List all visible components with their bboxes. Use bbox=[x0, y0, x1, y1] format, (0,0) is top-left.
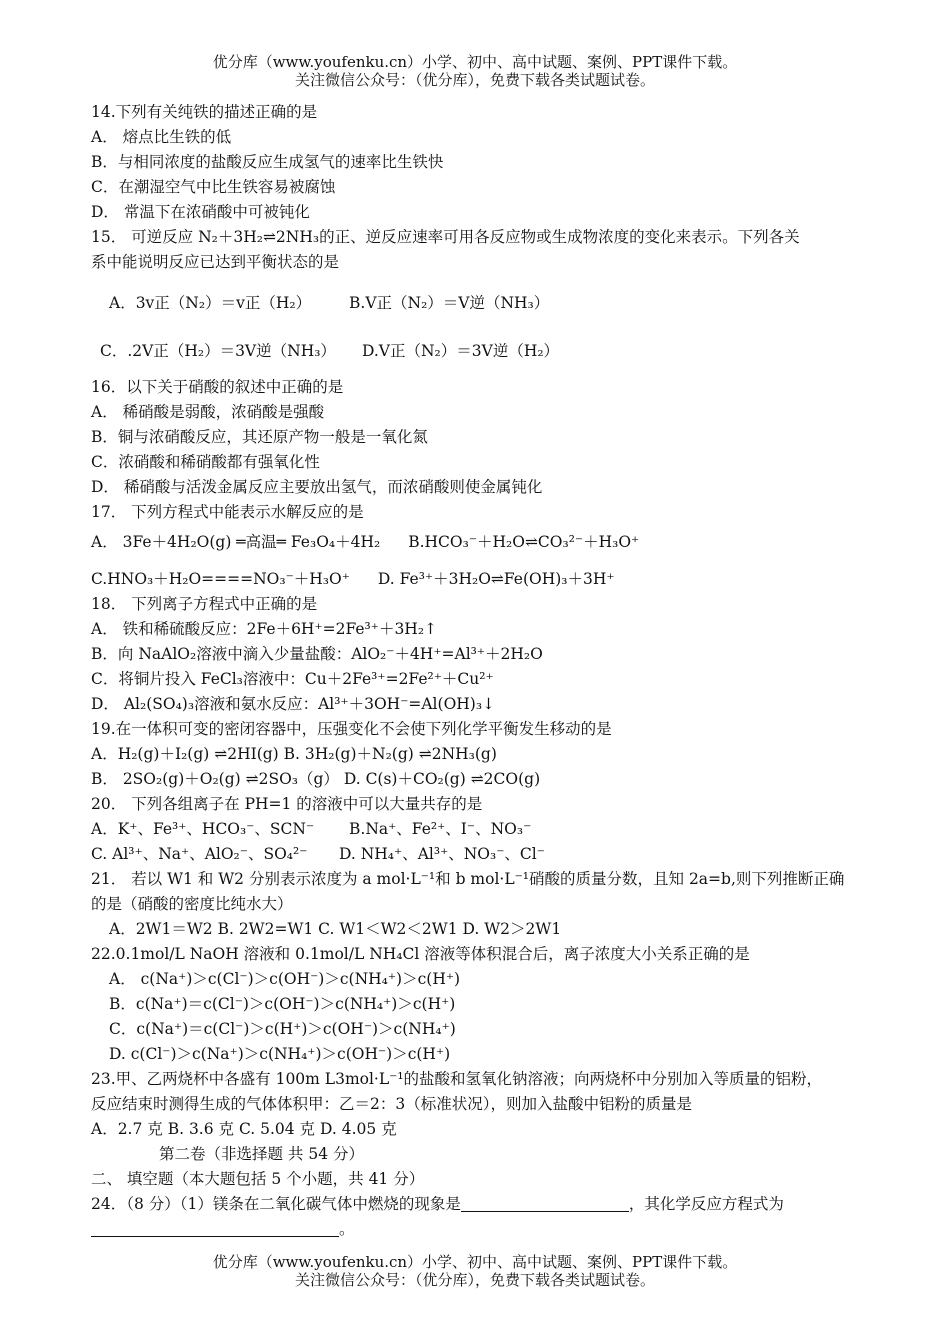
q16-option-b: B．铜与浓硝酸反应，其还原产物一般是一氧化氮 bbox=[91, 428, 428, 446]
q17-options-ab bbox=[91, 525, 871, 559]
q20-option-b: B.Na⁺、Fe²⁺、I⁻、NO₃⁻ bbox=[349, 820, 532, 838]
exam-body bbox=[91, 100, 871, 1242]
q19-stem: 19.在一体积可变的密闭容器中，压强变化不会使下列化学平衡发生移动的是 bbox=[91, 720, 612, 738]
q18-option-d: D． Al₂(SO₄)₃溶液和氨水反应：Al³⁺＋3OH⁻=Al(OH)₃↓ bbox=[91, 695, 496, 713]
q22-option-b: B．c(Na⁺)＝c(Cl⁻)＞c(OH⁻)＞c(NH₄⁺)＞c(H⁺) bbox=[109, 995, 456, 1013]
q23-stem-1: 23.甲、乙两烧杯中各盛有 100m L3mol·L⁻¹的盐酸和氢氧化钠溶液；向两烧杯中分别加入等质量的铝粉， bbox=[91, 1070, 823, 1088]
q17-options-cd bbox=[91, 567, 871, 592]
q16-option-a: A． 稀硝酸是弱酸，浓硝酸是强酸 bbox=[91, 403, 325, 421]
q20-stem: 20． 下列各组离子在 PH=1 的溶液中可以大量共存的是 bbox=[91, 795, 483, 813]
q16-option-d: D． 稀硝酸与活泼金属反应主要放出氢气，而浓硝酸则使金属钝化 bbox=[91, 478, 543, 496]
page-header bbox=[0, 53, 950, 89]
q16-stem: 16．以下关于硝酸的叙述中正确的是 bbox=[91, 378, 344, 396]
part2-section-heading: 二、 填空题（本大题包括 5 个小题，共 41 分） bbox=[91, 1170, 425, 1188]
q18-stem: 18． 下列离子方程式中正确的是 bbox=[91, 595, 318, 613]
q24-text-1: 24．（8 分）（1）镁条在二氧化碳气体中燃烧的现象是 bbox=[91, 1195, 461, 1213]
q20-options-cd bbox=[91, 842, 871, 867]
q19-options-cd: B． 2SO₂(g)＋O₂(g) ⇌2SO₃（g） D. C(s)＋CO₂(g) ⇌2CO(g) bbox=[91, 770, 541, 788]
q14-option-b: B．与相同浓度的盐酸反应生成氢气的速率比生铁快 bbox=[91, 153, 444, 171]
q24-blank-1[interactable] bbox=[461, 1195, 629, 1212]
header-line-1: 优分库（www.youfenku.cn）小学、初中、高中试题、案例、PPT课件下载。 bbox=[212, 53, 738, 71]
q16-option-c: C．浓硝酸和稀硝酸都有强氧化性 bbox=[91, 453, 320, 471]
q24-line-2 bbox=[91, 1217, 871, 1242]
q21-stem-1: 21． 若以 W1 和 W2 分别表示浓度为 a mol·L⁻¹和 b mol·L⁻¹硝酸的质量分数，且知 2a=b,则下列推断正确 bbox=[91, 870, 845, 888]
q18-option-c: C．将铜片投入 FeCl₃溶液中：Cu＋2Fe³⁺=2Fe²⁺＋Cu²⁺ bbox=[91, 670, 494, 688]
q17-option-d: D. Fe³⁺＋3H₂O⇌Fe(OH)₃＋3H⁺ bbox=[377, 570, 615, 588]
q15-options-ab bbox=[91, 279, 871, 327]
part2-title: 第二卷（非选择题 共 54 分） bbox=[159, 1145, 365, 1163]
q14-option-a: A． 熔点比生铁的低 bbox=[91, 128, 232, 146]
q14-option-c: C．在潮湿空气中比生铁容易被腐蚀 bbox=[91, 178, 336, 196]
q21-options: A．2W1＝W2 B. 2W2=W1 C. W1＜W2＜2W1 D. W2＞2W1 bbox=[109, 920, 562, 938]
q22-option-d: D. c(Cl⁻)＞c(Na⁺)＞c(NH₄⁺)＞c(OH⁻)＞c(H⁺) bbox=[109, 1045, 451, 1063]
q15-options-cd bbox=[91, 327, 871, 375]
q14-stem: 14.下列有关纯铁的描述正确的是 bbox=[91, 103, 318, 121]
q15-option-a: A．3v正（N₂）＝v正（H₂） bbox=[109, 294, 312, 312]
q22-option-c: C．c(Na⁺)＝c(Cl⁻)＞c(H⁺)＞c(OH⁻)＞c(NH₄⁺) bbox=[109, 1020, 456, 1038]
q17-option-b: B.HCO₃⁻＋H₂O⇌CO₃²⁻＋H₃O⁺ bbox=[408, 533, 640, 551]
q15-option-c: C．.2V正（H₂）＝3V逆（NH₃） bbox=[100, 342, 336, 360]
footer-line-2: 关注微信公众号：（优分库），免费下载各类试题试卷。 bbox=[294, 1271, 655, 1289]
q23-stem-2: 反应结束时测得生成的气体体积甲：乙＝2：3（标准状况），则加入盐酸中铝粉的质量是 bbox=[91, 1095, 692, 1113]
q24-blank-2[interactable] bbox=[91, 1220, 339, 1237]
footer-line-1: 优分库（www.youfenku.cn）小学、初中、高中试题、案例、PPT课件下载。 bbox=[212, 1253, 738, 1271]
q14-option-d: D． 常温下在浓硝酸中可被钝化 bbox=[91, 203, 310, 221]
q24-text-2: ，其化学反应方程式为 bbox=[628, 1195, 784, 1213]
header-line-2: 关注微信公众号：（优分库），免费下载各类试题试卷。 bbox=[294, 71, 655, 89]
q15-stem-2: 系中能说明反应已达到平衡状态的是 bbox=[91, 253, 340, 271]
q21-stem-2: 的是（硝酸的密度比纯水大） bbox=[91, 895, 293, 913]
q20-options-ab bbox=[91, 817, 871, 842]
q17-stem: 17． 下列方程式中能表示水解反应的是 bbox=[91, 503, 364, 521]
page-footer bbox=[0, 1253, 950, 1289]
q22-option-a: A． c(Na⁺)＞c(Cl⁻)＞c(OH⁻)＞c(NH₄⁺)＞c(H⁺) bbox=[109, 970, 461, 988]
q15-option-b: B.V正（N₂）＝V逆（NH₃） bbox=[349, 294, 550, 312]
q15-stem-1: 15． 可逆反应 N₂＋3H₂⇌2NH₃的正、逆反应速率可用各反应物或生成物浓度的变化来表示。下列各关 bbox=[91, 228, 800, 246]
q20-option-d: D. NH₄⁺、Al³⁺、NO₃⁻、Cl⁻ bbox=[339, 845, 545, 863]
q17-option-c: C.HNO₃＋H₂O====NO₃⁻＋H₃O⁺ bbox=[91, 570, 350, 588]
q20-option-a: A．K⁺、Fe³⁺、HCO₃⁻、SCN⁻ bbox=[91, 820, 315, 838]
q22-stem: 22.0.1mol/L NaOH 溶液和 0.1mol/L NH₄Cl 溶液等体积混合后，离子浓度大小关系正确的是 bbox=[91, 945, 750, 963]
q24-end: 。 bbox=[339, 1220, 355, 1238]
q24-line-1 bbox=[91, 1192, 871, 1217]
q20-option-c: C. Al³⁺、Na⁺、AlO₂⁻、SO₄²⁻ bbox=[91, 845, 308, 863]
q17-option-a: A． 3Fe＋4H₂O(g) ═高温═ Fe₃O₄＋4H₂ bbox=[91, 533, 381, 551]
q23-options: A．2.7 克 B. 3.6 克 C. 5.04 克 D. 4.05 克 bbox=[91, 1120, 397, 1138]
q18-option-a: A． 铁和稀硫酸反应：2Fe＋6H⁺=2Fe³⁺＋3H₂↑ bbox=[91, 620, 438, 638]
q19-options-ab: A．H₂(g)＋I₂(g) ⇌2HI(g) B. 3H₂(g)＋N₂(g) ⇌2NH₃(g) bbox=[91, 745, 497, 763]
q15-option-d: D.V正（N₂）＝3V逆（H₂） bbox=[362, 342, 560, 360]
q18-option-b: B．向 NaAlO₂溶液中滴入少量盐酸：AlO₂⁻＋4H⁺=Al³⁺＋2H₂O bbox=[91, 645, 543, 663]
